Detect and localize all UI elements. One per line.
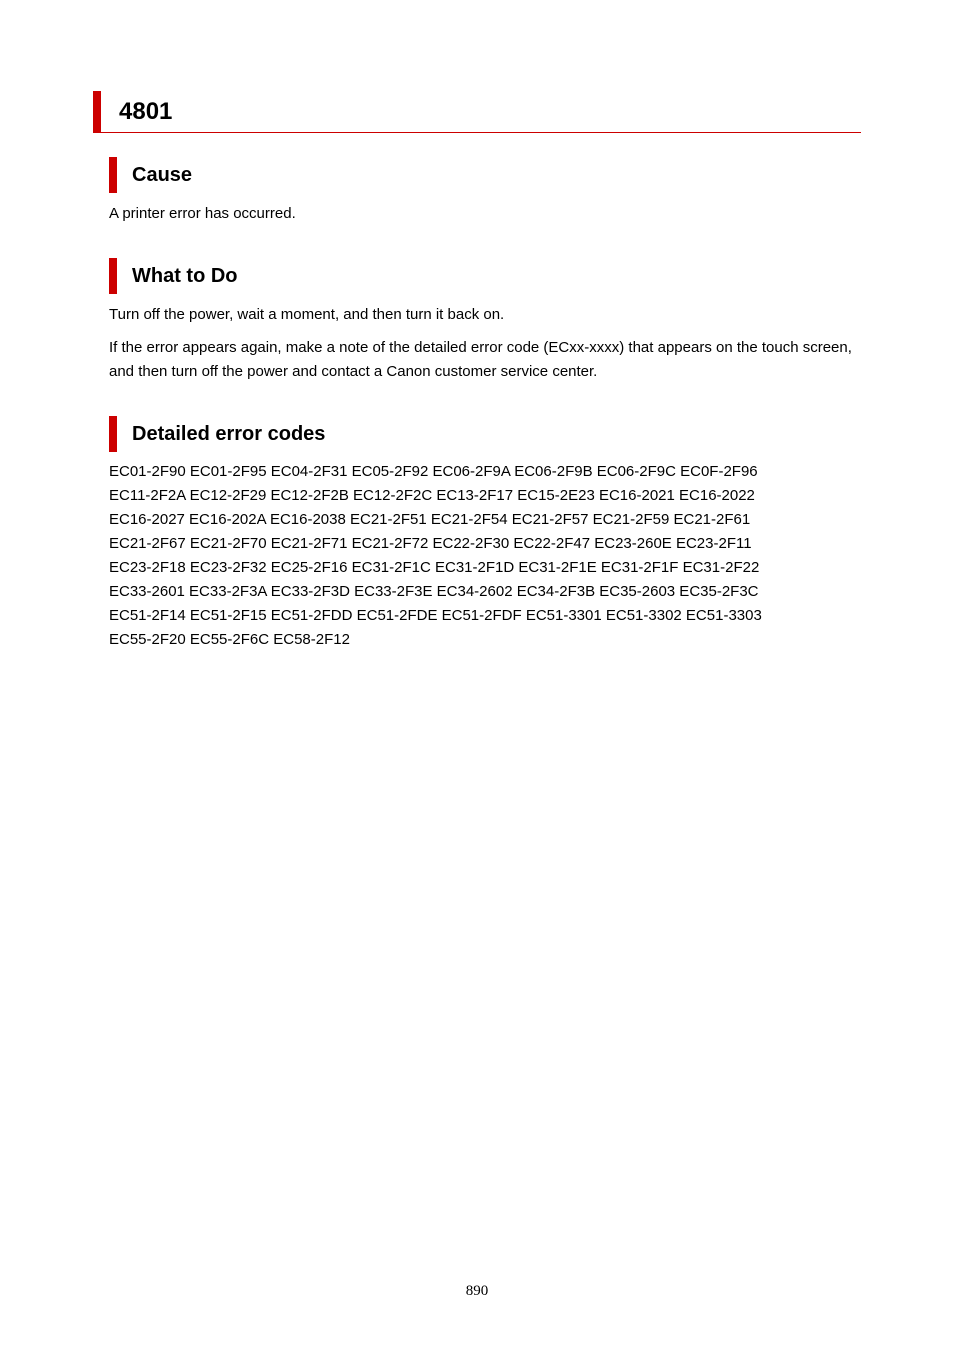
section-heading-text: Cause: [132, 164, 193, 186]
section-heading-cause: [109, 157, 849, 193]
error-code-line: EC01-2F90 EC01-2F95 EC04-2F31 EC05-2F92 EC06-2F9A EC06-2F9B EC06-2F9C EC0F-2F96: [109, 463, 758, 480]
what-to-do-paragraph-1: Turn off the power, wait a moment, and then turn it back on.: [109, 306, 505, 323]
cause-text: A printer error has occurred.: [109, 205, 296, 222]
page-title: 4801: [119, 98, 173, 125]
error-code-line: EC21-2F67 EC21-2F70 EC21-2F71 EC21-2F72 EC22-2F30 EC22-2F47 EC23-260E EC23-2F11: [109, 535, 752, 552]
heading-accent-bar: [109, 157, 117, 193]
section-heading-what-to-do: [109, 258, 849, 294]
heading-accent-bar: [109, 416, 117, 452]
error-code-line: EC55-2F20 EC55-2F6C EC58-2F12: [109, 631, 350, 648]
error-code-line: EC23-2F18 EC23-2F32 EC25-2F16 EC31-2F1C EC31-2F1D EC31-2F1E EC31-2F1F EC31-2F22: [109, 559, 760, 576]
page-title-block: [93, 91, 861, 133]
error-code-line: EC16-2027 EC16-202A EC16-2038 EC21-2F51 EC21-2F54 EC21-2F57 EC21-2F59 EC21-2F61: [109, 511, 751, 528]
section-heading-text: Detailed error codes: [132, 423, 326, 445]
page-number: 890: [465, 1283, 489, 1299]
error-code-line: EC51-2F14 EC51-2F15 EC51-2FDD EC51-2FDE EC51-2FDF EC51-3301 EC51-3302 EC51-3303: [109, 607, 762, 624]
error-code-line: EC33-2601 EC33-2F3A EC33-2F3D EC33-2F3E EC34-2602 EC34-2F3B EC35-2603 EC35-2F3C: [109, 583, 759, 600]
what-to-do-paragraph-2: If the error appears again, make a note of the detailed error code (ECxx-xxxx) that appears on the touch screen, and then turn off the power and contact a Canon customer service center.: [109, 339, 852, 380]
section-heading-text: What to Do: [132, 265, 238, 287]
section-heading-detailed-codes: [109, 416, 849, 452]
error-code-list: [109, 460, 854, 652]
title-accent-bar: [93, 91, 101, 133]
error-code-line: EC11-2F2A EC12-2F29 EC12-2F2B EC12-2F2C EC13-2F17 EC15-2E23 EC16-2021 EC16-2022: [109, 487, 755, 504]
heading-accent-bar: [109, 258, 117, 294]
